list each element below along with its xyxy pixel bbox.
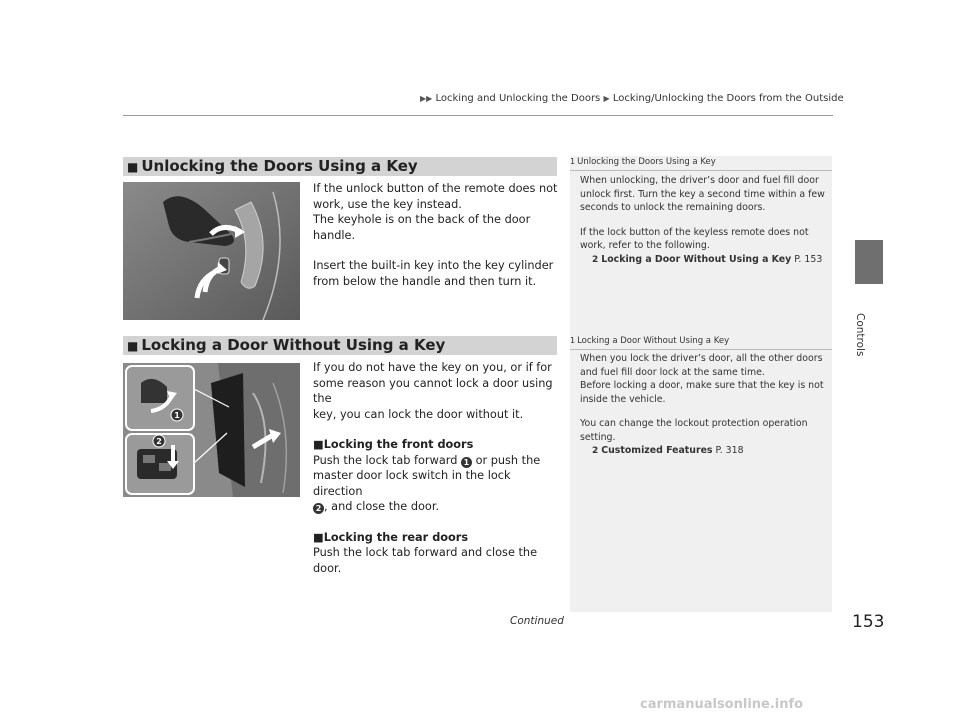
xref-page: P. 153 bbox=[794, 253, 823, 265]
section1-body bbox=[313, 181, 563, 289]
section-heading-locking bbox=[123, 336, 557, 355]
xref-title: Customized Features bbox=[601, 445, 713, 456]
note-line-text: When you lock the driver’s door, all the other doors bbox=[580, 353, 823, 364]
body-line: Push the lock tab forward 1 or push the bbox=[313, 453, 541, 467]
breadcrumb-arrow-icon: ▶ bbox=[603, 94, 610, 103]
body-line: from below the handle and then turn it. bbox=[313, 274, 537, 288]
header-divider bbox=[123, 115, 833, 116]
callout-1-icon: 1 bbox=[461, 457, 472, 468]
note-unlocking bbox=[570, 157, 832, 171]
subheading-text: Locking the rear doors bbox=[323, 530, 469, 544]
body-line: Push the lock tab forward and close the door. bbox=[313, 546, 538, 575]
body-line: some reason you cannot lock a door using the bbox=[313, 376, 553, 405]
section-heading-text: Locking a Door Without Using a Key bbox=[141, 336, 446, 354]
xref-page: P. 318 bbox=[715, 445, 744, 456]
note-locking bbox=[570, 336, 832, 350]
door-lock-illustration bbox=[123, 363, 300, 497]
body-line: Insert the built-in key into the key cylinder bbox=[313, 259, 554, 272]
note-line-text: and fuel fill door lock at the same time. bbox=[580, 366, 765, 378]
note-title: 1 Locking a Door Without Using a Key bbox=[570, 336, 730, 346]
subheading-text: Locking the front doors bbox=[323, 438, 474, 451]
note-unlocking-body bbox=[580, 174, 830, 267]
body-line: master door lock switch in the lock direction bbox=[313, 469, 511, 498]
continued-label: Continued bbox=[510, 615, 564, 627]
xref-title: Locking a Door Without Using a Key bbox=[601, 253, 792, 265]
subheading-square-icon: ■ bbox=[313, 530, 324, 544]
cross-reference-link[interactable] bbox=[580, 444, 830, 459]
note-title: 1 Unlocking the Doors Using a Key bbox=[570, 157, 716, 167]
heading-square-icon: ■ bbox=[127, 160, 139, 174]
xref-arrow-icon: 2 bbox=[592, 254, 599, 265]
breadcrumb-arrow-icon: ▶▶ bbox=[420, 94, 433, 103]
body-line: key, you can lock the door without it. bbox=[313, 407, 524, 421]
note-line-text: seconds to unlock the remaining doors. bbox=[580, 202, 766, 213]
note-line-text: inside the vehicle. bbox=[580, 393, 666, 405]
chapter-label bbox=[844, 293, 894, 357]
note-divider bbox=[570, 349, 832, 350]
heading-square-icon: ■ bbox=[127, 339, 139, 353]
subheading-rear-doors bbox=[313, 530, 563, 546]
subheading-square-icon: ■ bbox=[313, 438, 324, 451]
section-heading-unlocking bbox=[123, 157, 557, 176]
page-number: 153 bbox=[852, 612, 885, 632]
note-line-text: When unlocking, the driver’s door and fuel fill door bbox=[580, 175, 819, 186]
door-handle-illustration bbox=[123, 182, 300, 320]
callout-1-label: 1 bbox=[174, 411, 180, 420]
breadcrumb-level1: Locking and Unlocking the Doors bbox=[435, 93, 601, 104]
door-lock-tab-image bbox=[123, 363, 300, 497]
body-line: If the unlock button of the remote does not bbox=[313, 182, 558, 195]
watermark: carmanualsonline.info bbox=[640, 697, 804, 712]
breadcrumb-level2: Locking/Unlocking the Doors from the Outside bbox=[612, 93, 844, 104]
note-marker-icon: 1 bbox=[570, 157, 576, 166]
note-line-text: unlock first. Turn the key a second time within a few bbox=[580, 188, 825, 200]
section-heading-text: Unlocking the Doors Using a Key bbox=[141, 157, 418, 175]
cross-reference-link[interactable] bbox=[580, 253, 830, 268]
note-line-text: setting. bbox=[580, 431, 616, 443]
note-locking-body bbox=[580, 352, 830, 459]
callout-2-label: 2 bbox=[156, 437, 162, 446]
body-line: 2 , and close the door. bbox=[313, 499, 563, 515]
note-line-text: Before locking a door, make sure that the key is not bbox=[580, 380, 824, 391]
breadcrumb bbox=[420, 93, 844, 104]
chapter-tab bbox=[855, 240, 883, 284]
note-line-text: You can change the lockout protection operation bbox=[580, 418, 808, 429]
xref-arrow-icon: 2 bbox=[592, 446, 599, 456]
chapter-label-text: Controls bbox=[854, 313, 866, 357]
note-divider bbox=[570, 170, 832, 171]
body-line: The keyhole is on the back of the door handle. bbox=[313, 213, 531, 242]
body-line: If you do not have the key on you, or if for bbox=[313, 361, 552, 374]
note-marker-icon: 1 bbox=[570, 336, 576, 345]
subheading-front-doors bbox=[313, 437, 563, 453]
note-line-text: work, refer to the following. bbox=[580, 240, 710, 251]
door-handle-keyhole-image bbox=[123, 182, 300, 320]
section2-body bbox=[313, 360, 563, 576]
callout-2-icon: 2 bbox=[313, 503, 324, 514]
body-line: work, use the key instead. bbox=[313, 197, 462, 211]
note-line-text: If the lock button of the keyless remote does not bbox=[580, 226, 809, 238]
